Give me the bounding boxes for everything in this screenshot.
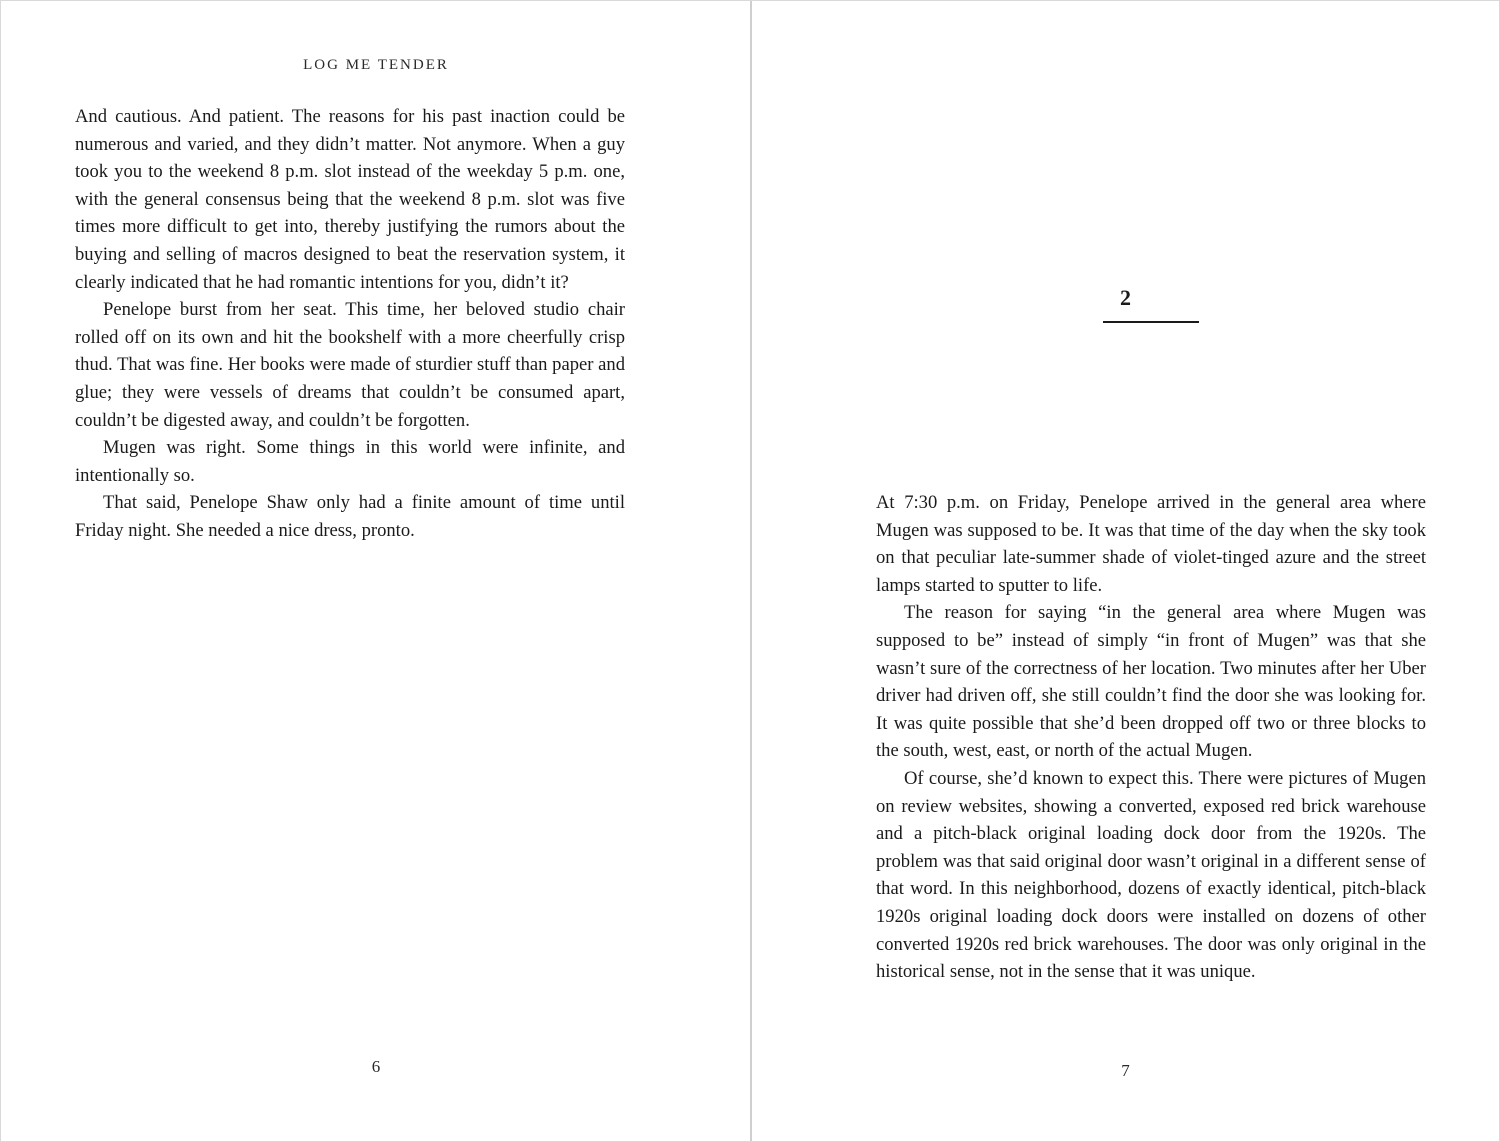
left-page-body: [75, 103, 625, 545]
paragraph: That said, Penelope Shaw only had a finite amount of time until Friday night. She needed a nice dress, pronto.: [75, 492, 625, 541]
paragraph: The reason for saying “in the general area where Mugen was supposed to be” instead of simply “in front of Mugen” was that she wasn’t sure of the correctness of her location. Two minutes after her Uber driver had driven off, she still couldn’t find the door she was looking for. It was quite possible that she’d been dropped off two or three blocks to the south, west, east, or north of the actual Mugen.: [876, 602, 1426, 762]
paragraph: Penelope burst from her seat. This time, her beloved studio chair rolled off on its own and hit the bookshelf with a more cheerfully crisp thud. That was fine. Her books were made of sturdier stuff than paper and glue; they were vessels of dreams that couldn’t be consumed apart, couldn’t be digested away, and couldn’t be forgotten.: [75, 299, 625, 431]
paragraph: Of course, she’d known to expect this. There were pictures of Mugen on review websites, showing a converted, exposed red brick warehouse and a pitch-black original loading dock door from the 1920s. The problem was that said original door wasn’t original in a different sense of that word. In this neighborhood, dozens of exactly identical, pitch-black 1920s original loading dock doors were installed on dozens of other converted 1920s red brick warehouses. The door was only original in the historical sense, not in the sense that it was unique.: [876, 767, 1426, 983]
running-head: LOG ME TENDER: [303, 57, 449, 73]
right-page: [752, 1, 1499, 1141]
right-page-body: [876, 489, 1426, 986]
paragraph: At 7:30 p.m. on Friday, Penelope arrived in the general area where Mugen was supposed to be. It was that time of the day when the sky took on that peculiar late-summer shade of violet-tinged azure and the street lamps started to sputter to life.: [876, 492, 1426, 596]
paragraph: Mugen was right. Some things in this world were infinite, and intentionally so.: [75, 437, 625, 486]
chapter-rule: [1103, 321, 1199, 323]
paragraph: And cautious. And patient. The reasons for his past inaction could be numerous and varied, and they didn’t matter. Not anymore. When a guy took you to the weekend 8 p.m. slot instead of the weekday 5 p.m. one, with the general consensus being that the weekend 8 p.m. slot was five times more difficult to get into, thereby justifying the rumors about the buying and selling of macros designed to beat the reservation system, it clearly indicated that he had romantic intentions for you, didn’t it?: [75, 106, 625, 293]
page-number: 7: [1121, 1061, 1130, 1080]
page-number: 6: [371, 1057, 381, 1076]
left-page: [2, 1, 750, 1141]
chapter-number: 2: [1120, 285, 1131, 310]
